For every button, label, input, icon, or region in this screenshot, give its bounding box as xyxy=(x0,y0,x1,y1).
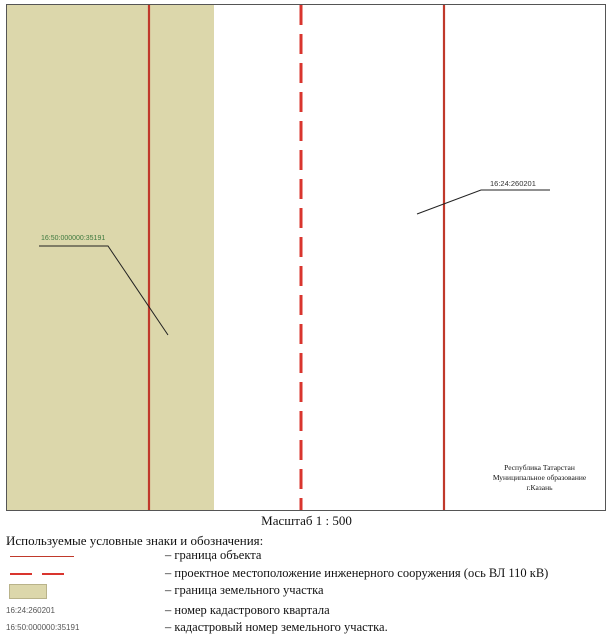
admin-caption xyxy=(477,463,602,493)
admin-caption-line: г.Казань xyxy=(526,483,553,493)
legend-description: – проектное местоположение инженерного сооружения (ось ВЛ 110 кВ) xyxy=(165,566,549,580)
legend-item-parcel-number xyxy=(0,620,613,638)
admin-caption-line: Муниципальное образование xyxy=(492,473,587,483)
dashed-line-symbol xyxy=(42,573,64,575)
legend-description: – граница объекта xyxy=(165,548,262,562)
solid-line-symbol xyxy=(10,556,74,557)
quarter-label-leader xyxy=(417,190,550,214)
legend-title: Используемые условные знаки и обозначения: xyxy=(6,533,264,548)
quarter-cadastral-label: 16:24:260201 xyxy=(490,179,536,188)
parcel-fill-symbol xyxy=(9,584,47,599)
legend-item-object-boundary xyxy=(0,548,613,566)
legend-description: – номер кадастрового квартала xyxy=(165,603,330,617)
legend-item-engineering-axis xyxy=(0,566,613,584)
legend-description: – кадастровый номер земельного участка. xyxy=(165,620,388,634)
quarter-number-symbol: 16:24:260201 xyxy=(6,606,55,615)
legend-item-land-parcel xyxy=(0,583,613,601)
map-drawing xyxy=(7,5,605,510)
parcel-number-symbol: 16:50:000000:35191 xyxy=(6,623,80,632)
legend-item-quarter-number xyxy=(0,603,613,621)
map-scale: Масштаб 1 : 500 xyxy=(261,513,352,528)
admin-caption-line: Республика Татарстан xyxy=(504,463,575,472)
dashed-line-symbol xyxy=(10,573,32,575)
parcel-cadastral-label: 16:50:000000:35191 xyxy=(41,235,106,242)
map-frame xyxy=(6,4,606,511)
legend-description: – граница земельного участка xyxy=(165,583,324,597)
